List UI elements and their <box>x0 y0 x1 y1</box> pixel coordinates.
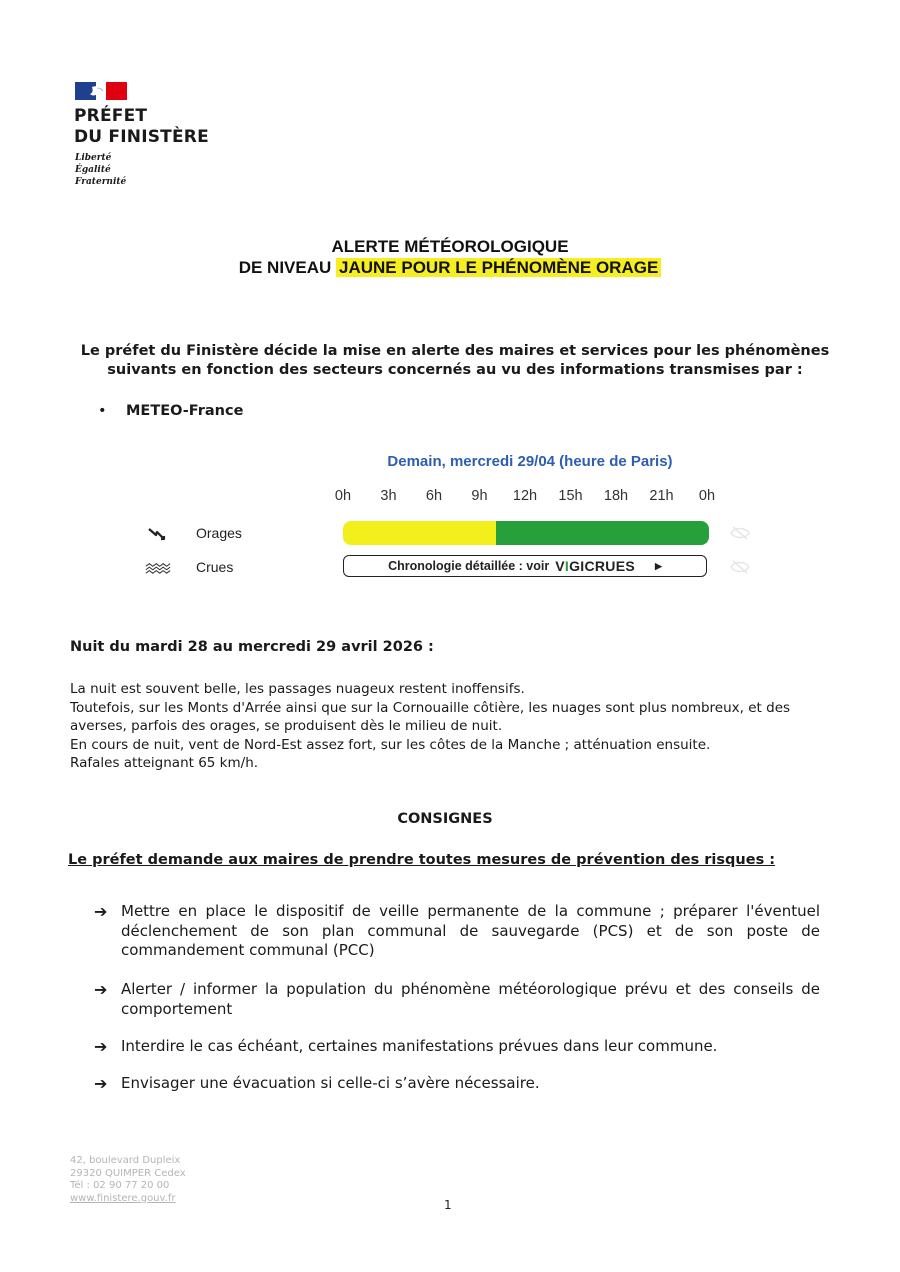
alert-title <box>0 236 900 278</box>
marianne-logo-icon <box>75 82 127 100</box>
arrow-icon: ➔ <box>94 980 108 999</box>
lightning-icon <box>145 526 171 542</box>
footer-address <box>70 1155 186 1205</box>
row-label-orages: Orages <box>196 525 242 541</box>
consignes-heading: CONSIGNES <box>397 811 493 827</box>
consigne-text: Mettre en place le dispositif de veille permanente de la commune ; préparer l'éventuel déclenchement de son plan communal de sauvegarde (PCS) et de son poste de commandement communal (PCC) <box>121 902 820 959</box>
motto-egalite: Égalité <box>75 165 111 175</box>
prefecture-name-line1: PRÉFET <box>74 106 148 126</box>
forecast-line: La nuit est souvent belle, les passages nuageux restent inoffensifs. <box>70 681 525 697</box>
vigicrues-link-button[interactable] <box>343 555 707 577</box>
chart-tick-label: 21h <box>649 488 674 504</box>
arrow-icon: ➔ <box>94 1074 108 1093</box>
alert-level-highlight: JAUNE POUR LE PHÉNOMÈNE ORAGE <box>336 258 661 277</box>
consigne-item <box>94 980 820 1019</box>
chart-tick-label: 9h <box>471 488 488 504</box>
hidden-eye-icon <box>730 526 750 540</box>
motto-fraternite: Fraternité <box>75 177 127 187</box>
chart-tick-label: 6h <box>425 488 443 504</box>
consigne-text: Alerter / informer la population du phénomène météorologique prévu et des conseils de comportement <box>121 980 820 1018</box>
prefecture-name-line2: DU FINISTÈRE <box>74 127 209 147</box>
row-label-crues: Crues <box>196 559 234 575</box>
bullet-dot: • <box>98 403 107 419</box>
consigne-item <box>94 1037 820 1057</box>
waves-icon <box>145 560 171 576</box>
vigicrues-brand-rest: GICRUES <box>569 558 635 574</box>
chart-tick-label: 18h <box>603 488 629 504</box>
consigne-text: Envisager une évacuation si celle-ci s’avère nécessaire. <box>121 1074 540 1092</box>
play-arrow-icon: ▶ <box>654 560 662 571</box>
consigne-item <box>94 902 820 961</box>
footer-phone: Tél : 02 90 77 20 00 <box>70 1180 170 1191</box>
intro-paragraph: Le préfet du Finistère décide la mise en alerte des maires et services pour les phénomènes suivants en fonction des secteurs concernés au vu des informations transmises par : <box>80 343 830 378</box>
hidden-eye-icon <box>730 560 750 574</box>
vigicrues-brand <box>555 558 635 574</box>
orages-bar-yellow <box>343 521 496 545</box>
forecast-line: Rafales atteignant 65 km/h. <box>70 755 259 771</box>
forecast-line: Toutefois, sur les Monts d'Arrée ainsi que sur la Cornouaille côtière, les nuages sont plus nombreux, et des averses, parfois des orages, se produisent dès le milieu de nuit. <box>70 699 791 734</box>
motto-liberte: Liberté <box>75 153 112 163</box>
source-name: METEO-France <box>126 403 244 419</box>
chart-tick-label: 15h <box>558 488 583 504</box>
chart-title: Demain, mercredi 29/04 (heure de Paris) <box>387 453 673 470</box>
orages-bar-green <box>496 521 709 545</box>
night-forecast-text <box>70 680 840 773</box>
consigne-item <box>94 1074 820 1094</box>
arrow-icon: ➔ <box>94 902 108 921</box>
alert-title-prefix: DE NIVEAU <box>238 258 337 277</box>
alert-title-line1: ALERTE MÉTÉOROLOGIQUE <box>331 237 569 256</box>
consigne-text: Interdire le cas échéant, certaines manifestations prévues dans leur commune. <box>121 1037 718 1055</box>
prefecture-name <box>74 106 209 148</box>
chart-tick-label: 3h <box>380 488 397 504</box>
chart-tick-label: 0h <box>698 488 716 504</box>
prefect-demand: Le préfet demande aux maires de prendre toutes mesures de prévention des risques : <box>68 852 776 868</box>
vigicrues-brand-v: V <box>555 558 565 574</box>
footer-street: 42, boulevard Dupleix <box>70 1155 181 1166</box>
source-bullet <box>98 402 243 421</box>
vigicrues-note: Chronologie détaillée : voir <box>388 559 550 573</box>
alert-title-line2 <box>0 257 900 278</box>
night-forecast-title: Nuit du mardi 28 au mercredi 29 avril 2026 : <box>70 639 434 655</box>
forecast-line: En cours de nuit, vent de Nord-Est assez fort, sur les côtes de la Manche ; atténuation ensuite. <box>70 736 711 753</box>
republic-motto <box>75 152 126 188</box>
arrow-icon: ➔ <box>94 1037 108 1056</box>
vigicrues-brand-i: I <box>564 558 570 574</box>
chart-tick-label: 0h <box>334 488 352 504</box>
footer-website-link[interactable]: www.finistere.gouv.fr <box>70 1192 176 1204</box>
page-number: 1 <box>444 1198 452 1212</box>
footer-city: 29320 QUIMPER Cedex <box>70 1167 186 1179</box>
chart-tick-label: 12h <box>512 488 538 504</box>
